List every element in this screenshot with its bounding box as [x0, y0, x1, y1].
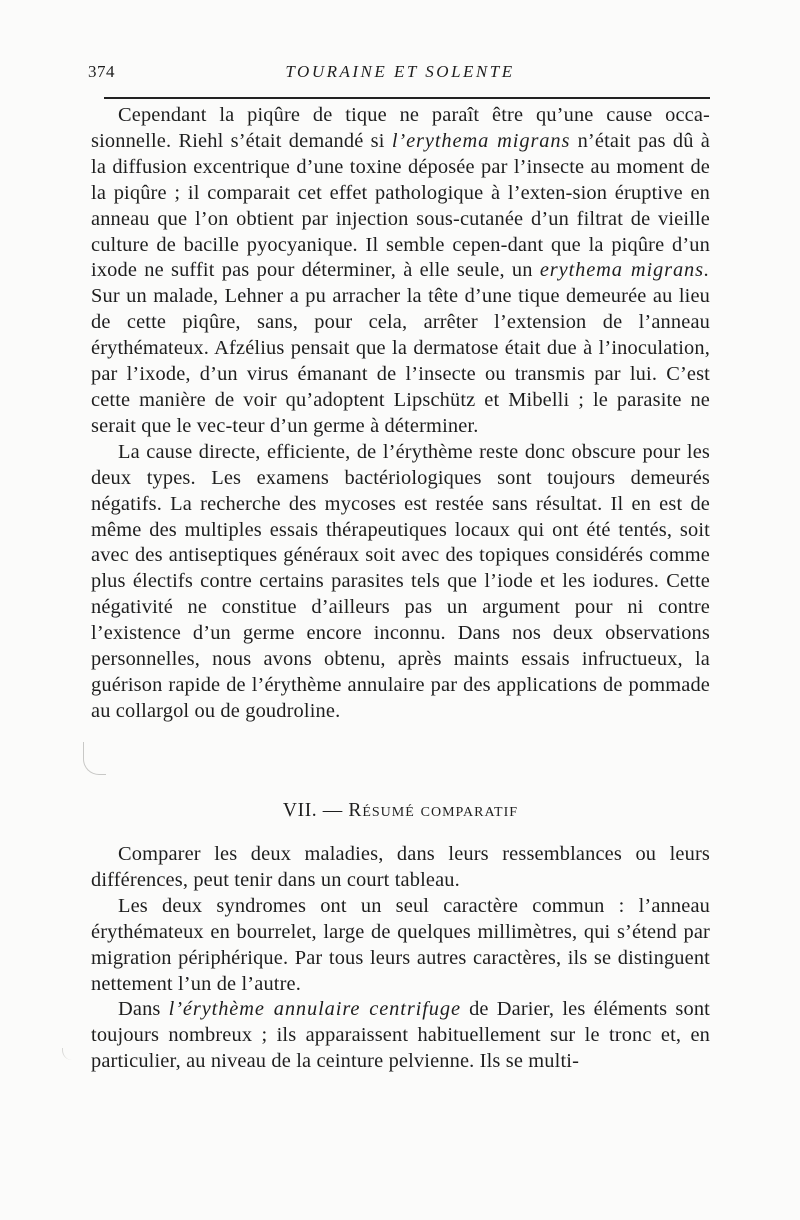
body-text-after-section	[91, 842, 710, 1075]
paragraph	[91, 842, 710, 894]
page-number: 374	[88, 62, 115, 81]
paragraph	[91, 103, 710, 440]
text-run: de Darier, les éléments sont toujours nombreux ; ils apparaissent habituellement sur le tronc et, en particulier, au niveau de la ceinture pelvienne. Ils se multi-	[91, 998, 710, 1073]
italic-term: l’erythema migrans	[391, 129, 571, 152]
header-rule	[104, 97, 710, 99]
body-text-before-section	[91, 103, 710, 725]
paragraph	[91, 440, 710, 725]
paragraph	[91, 997, 710, 1075]
section-title: Résumé comparatif	[348, 800, 519, 821]
italic-term: erythema migrans.	[539, 259, 710, 282]
margin-show-through-mark	[62, 1048, 73, 1060]
text-run: n’était pas dû à la diffusion excentrique d’une toxine déposée par l’insecte au moment de la piqûre ; il comparait cet effet pathologique à l’exten-sion éruptive en anneau que l’on obtient par injection sous-cutanée d’un filtrat de vieille culture de bacille pyocyanique. Il semble cepen-dant que la piqûre d’un ixode ne suffit pas pour déterminer, à elle seule, un	[91, 129, 710, 282]
running-head: TOURAINE ET SOLENTE	[285, 62, 515, 81]
text-run: La cause directe, efficiente, de l’érythème reste donc obscure pour les deux types. Les examens bactériologiques sont toujours demeurés négatifs. La recherche des mycoses est restée sans résultat. Il en est de même des multiples essais thérapeutiques locaux qui ont été tentés, soit avec des antiseptiques généraux soit avec des topiques considérés comme plus électifs contre certains parasites tels que l’iode et les iodures. Cette négativité ne constitue d’ailleurs pas un argument pour ni contre l’existence d’un germe encore inconnu. Dans nos deux observations personnelles, nous avons obtenu, après maints essais infructueux, la guérison rapide de l’érythème annulaire par des applications de pommade au collargol ou de goudroline.	[91, 440, 710, 722]
page-header	[88, 62, 712, 86]
text-run: Sur un malade, Lehner a pu arracher la tête d’une tique demeurée au lieu de cette piqûre, sans, pour cela, arrêter l’extension de l’anneau érythémateux. Afzélius pensait que la dermatose était due à l’inoculation, par l’ixode, d’un virus émanant de l’insecte ou transmis par lui. C’est cette manière de voir qu’adoptent Lipschütz et Mibelli ; le parasite ne serait que le vec-teur d’un germe à déterminer.	[91, 285, 710, 437]
margin-pencil-mark	[83, 742, 106, 775]
text-run: Les deux syndromes ont un seul caractère commun : l’anneau érythémateux en bourrelet, large de quelques millimètres, qui s’étend par migration périphérique. Par tous leurs autres caractères, ils se distinguent nettement l’un de l’autre.	[91, 894, 710, 995]
text-run: Cependant la piqûre de tique ne paraît être qu’une cause occa-sionnelle. Riehl s’était demandé si	[91, 104, 710, 152]
paragraph	[91, 894, 710, 998]
text-run: Comparer les deux maladies, dans leurs ressemblances ou leurs différences, peut tenir dans un court tableau.	[91, 843, 710, 891]
italic-term: l’érythème annulaire centrifuge	[168, 998, 461, 1021]
text-run: Dans	[118, 998, 169, 1021]
section-numeral: VII. —	[282, 800, 343, 821]
section-heading	[91, 800, 710, 822]
